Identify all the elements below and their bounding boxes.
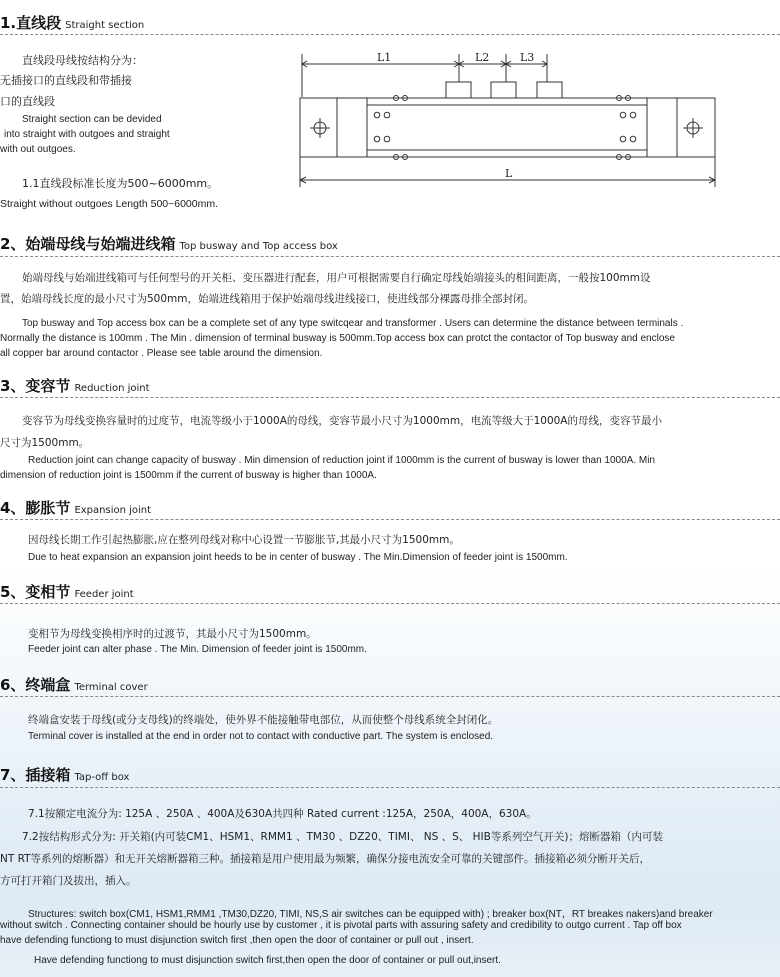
section5-heading (0, 581, 134, 602)
section2-heading-cn: 2、始端母线与始端进线箱 (0, 235, 176, 253)
section5-heading-en: Feeder joint (74, 589, 134, 600)
s3-cn-1: 变容节为母线变换容量时的过度节，电流等级小于1000A的母线，变容节最小尺寸为1000mm，电流等级大于1000A的母线，变容节最小 (22, 415, 662, 427)
section6-heading (0, 674, 148, 695)
s3-en-2: dimension of reduction joint is 1500mm if the current of busway is higher than 1000A. (0, 470, 377, 481)
s1-en-2: into straight with outgoes and straight (4, 129, 170, 140)
s2-cn-1: 始端母线与始端进线箱可与任何型号的开关柜、变压器进行配套，用户可根据需要自行确定母线始端接头的相间距离，一般按100mm设 (22, 272, 651, 284)
section3-heading-cn: 3、变容节 (0, 377, 71, 395)
s4-en: Due to heat expansion an expansion joint heeds to be in center of busway . The Min.Dimension of feeder joint is 1500mm. (28, 552, 568, 563)
s1-en-1: Straight section can be devided (22, 114, 162, 125)
s2-en-3: all copper bar around contactor . Please see table around the dimension. (0, 348, 323, 359)
s7-en-3: have defending functiong to must disjunction switch first ,then open the door of container or pull out , insert. (0, 935, 474, 946)
section7-heading-en: Tap-off box (74, 772, 130, 783)
section1-heading (0, 12, 144, 33)
section2-divider (0, 256, 780, 257)
s3-en-1: Reduction joint can change capacity of busway . Min dimension of reduction joint if 1000mm is the current of busway is lower than 1000A. Min (28, 455, 655, 466)
s2-cn-2: 置，始端母线长度的最小尺寸为500mm，始端进线箱用于保护始端母线进线接口，使进线部分裸露母排全部封闭。 (0, 293, 534, 305)
s5-en: Feeder joint can alter phase . The Min. Dimension of feeder joint is 1500mm. (28, 644, 367, 655)
section4-heading-en: Expansion joint (74, 505, 152, 516)
section1-divider (0, 34, 780, 35)
section4-heading-cn: 4、膨胀节 (0, 499, 71, 517)
s3-cn-2: 尺寸为1500mm。 (0, 437, 90, 449)
s7-en-2: without switch . Connecting container should be hourly use by customer , it is pivotal parts with assuring safety and credibility to outgo current . Tap off box (0, 920, 682, 931)
diagram-label-l2: L2 (475, 51, 490, 64)
s6-cn: 终端盒安装于母线(或分支母线)的终端处，使外界不能接触带电部位，从而使整个母线系统全封闭化。 (28, 714, 499, 726)
s7-cn-rated: 7.1按额定电流分为: 125A 、250A 、400A及630A共四种 Rated current :125A，250A，400A，630A。 (28, 808, 537, 820)
s7-cn-structure-2: NT RT等系列的熔断器）和无开关熔断器箱三种。插接箱是用户使用最为频繁，确保分接电流安全可靠的关键部件。插接箱必须分断开关后， (0, 853, 651, 865)
section4-heading (0, 497, 151, 518)
section3-heading (0, 375, 150, 396)
section5-heading-cn: 5、变相节 (0, 583, 71, 601)
diagram-label-l1: L1 (377, 51, 392, 64)
s1-text-2: 无插接口的直线段和带插接 (0, 74, 132, 87)
section6-divider (0, 696, 780, 697)
section1-heading-en: Straight section (65, 20, 145, 31)
s4-cn: 因母线长期工作引起热膨胀,应在整列母线对称中心设置一节膨胀节,其最小尺寸为1500mm。 (28, 534, 460, 546)
s7-en-1: Structures: switch box(CM1, HSM1,RMM1 ,TM30,DZ20, TIMI, NS,S air switches can be equipped with) ; breaker box(NT，RT breakes nakers)and breaker (28, 909, 713, 920)
s7-cn-structure-3: 方可打开箱门及拔出，插入。 (0, 875, 137, 887)
section6-heading-en: Terminal cover (74, 682, 148, 693)
s1-text-1: 直线段母线按结构分为： (22, 54, 143, 67)
section4-divider (0, 519, 780, 520)
s5-cn: 变相节为母线变换相序时的过渡节，其最小尺寸为1500mm。 (28, 628, 317, 640)
diagram-label-l: L (505, 167, 513, 180)
s6-en: Terminal cover is installed at the end in order not to contact with conductive part. The system is enclosed. (28, 731, 494, 742)
section3-heading-en: Reduction joint (74, 383, 150, 394)
s2-en-1: Top busway and Top access box can be a complete set of any type switcqear and transformer . Users can determine the distance between terminals . (22, 318, 684, 329)
section5-divider (0, 603, 780, 604)
straight-section-diagram (295, 42, 720, 192)
section1-heading-cn: 1.直线段 (0, 14, 62, 32)
s7-en-4: Have defending functiong to must disjunction switch first,then open the door of container or pull out,insert. (34, 955, 501, 966)
s1-length-cn: 1.1直线段标准长度为500~6000mm。 (22, 177, 219, 190)
section2-heading-en: Top busway and Top access box (179, 241, 338, 252)
diagram-label-l3: L3 (520, 51, 535, 64)
s1-en-3: with out outgoes. (0, 144, 76, 155)
section3-divider (0, 397, 780, 398)
section2-heading (0, 233, 338, 254)
s1-length-en: Straight without outgoes Length 500~6000mm. (0, 198, 219, 210)
s2-en-2: Normally the distance is 100mm . The Min . dimension of terminal busway is 500mm.Top access box can protct the contactor of Top busway and enclose (0, 333, 675, 344)
s1-text-3: 口的直线段 (0, 95, 55, 108)
section7-divider (0, 787, 780, 788)
s7-cn-structure-1: 7.2按结构形式分为: 开关箱(内可装CM1、HSM1、RMM1 、TM30 、DZ20、TIMI、 NS 、S、 HIB等系列空气开关)；熔断器箱（内可装 (22, 831, 663, 843)
section7-heading-cn: 7、插接箱 (0, 766, 71, 784)
section6-heading-cn: 6、终端盒 (0, 676, 71, 694)
section7-heading (0, 764, 129, 785)
